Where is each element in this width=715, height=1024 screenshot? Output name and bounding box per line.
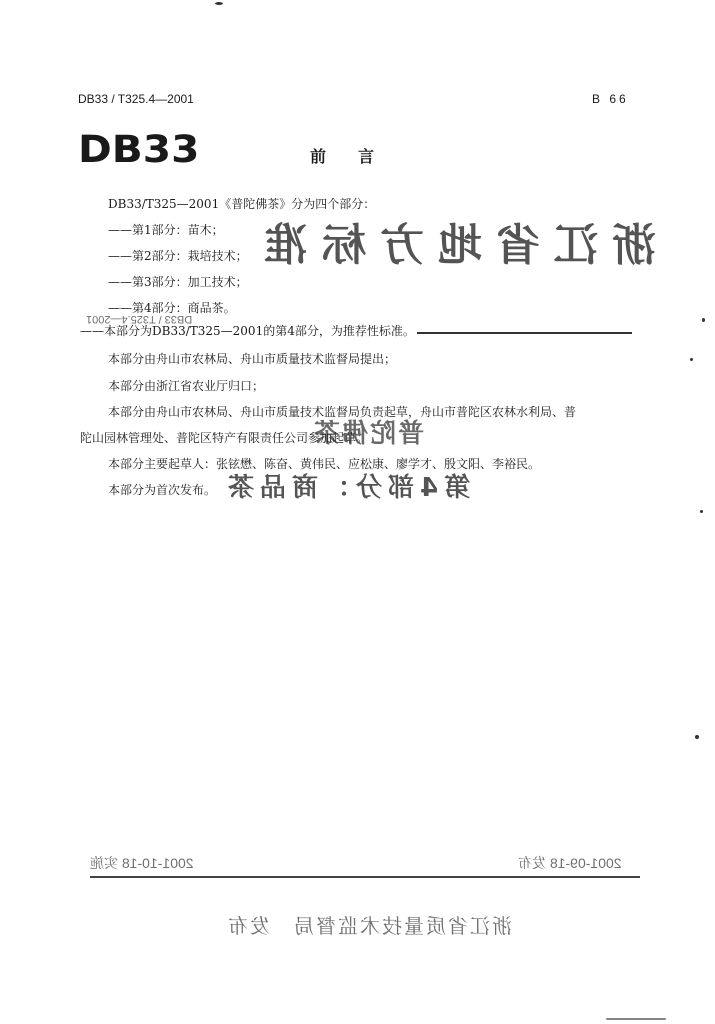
part-item-3: ——第3部分：加工技术； <box>108 275 248 289</box>
part-item-1: ——第1部分：苗木； <box>108 223 224 237</box>
drafted-line-1: 本部分由舟山市农林局、舟山市质量技术监督局负责起草，舟山市普陀区农林水利局、普 <box>108 405 577 419</box>
scan-speck <box>695 735 699 739</box>
recommend-line: ——本部分为DB33/T325—2001的第4部分，为推荐性标准。 <box>80 324 415 338</box>
bleed-region-title <box>250 220 656 271</box>
bleed-issuer-text: 浙江省质量技术监督局 发布 <box>226 914 512 938</box>
db-logo-text: DB33 <box>78 128 200 171</box>
bleed-part-title-text: 第4部分：商品茶 <box>222 473 471 503</box>
intro-line: DB33/T325—2001《普陀佛茶》分为四个部分： <box>108 197 376 211</box>
bleed-release-date-text: 2001-09-18 发布 <box>518 855 622 871</box>
drafters-line: 本部分主要起草人：张铉懋、陈奋、黄伟民、应松康、廖学才、殷文阳、李裕民。 <box>108 457 541 471</box>
managed-line: 本部分由浙江省农业厅归口； <box>108 379 265 393</box>
bleed-bottom-rule <box>90 876 640 878</box>
part-item-4: ——第4部分：商品茶。 <box>108 301 236 315</box>
bleed-tea-name <box>312 421 424 447</box>
bleed-implement-date <box>90 853 194 873</box>
scan-speck <box>215 2 223 5</box>
bleed-tea-name-text: 普陀佛茶 <box>312 419 425 449</box>
corner-mark: B 66 <box>592 92 629 106</box>
standard-code: DB33 / T325.4—2001 <box>78 92 194 106</box>
bleed-code-text: DB33 / T325.4—2001 <box>86 313 193 325</box>
scan-speck <box>700 510 703 513</box>
bleed-release-date <box>518 853 622 873</box>
bleed-issuer <box>226 910 512 939</box>
page-title: 前 言 <box>310 147 375 166</box>
bleed-region-title-text: 浙江省地方标准 <box>250 220 656 271</box>
part-item-2: ——第2部分：栽培技术； <box>108 249 248 263</box>
first-release-line: 本部分为首次发布。 <box>108 483 217 497</box>
db-logo <box>78 128 200 171</box>
scan-speck <box>702 318 705 322</box>
scan-speck <box>606 1018 666 1020</box>
scan-speck <box>690 358 693 361</box>
bleed-implement-date-text: 2001-10-18 实施 <box>90 855 194 871</box>
bleed-part-title <box>222 475 470 501</box>
proposed-line: 本部分由舟山市农林局、舟山市质量技术监督局提出； <box>108 352 397 366</box>
drafted-line-2: 陀山园林管理处、普陀区特产有限责任公司参加起草。 <box>80 431 369 445</box>
